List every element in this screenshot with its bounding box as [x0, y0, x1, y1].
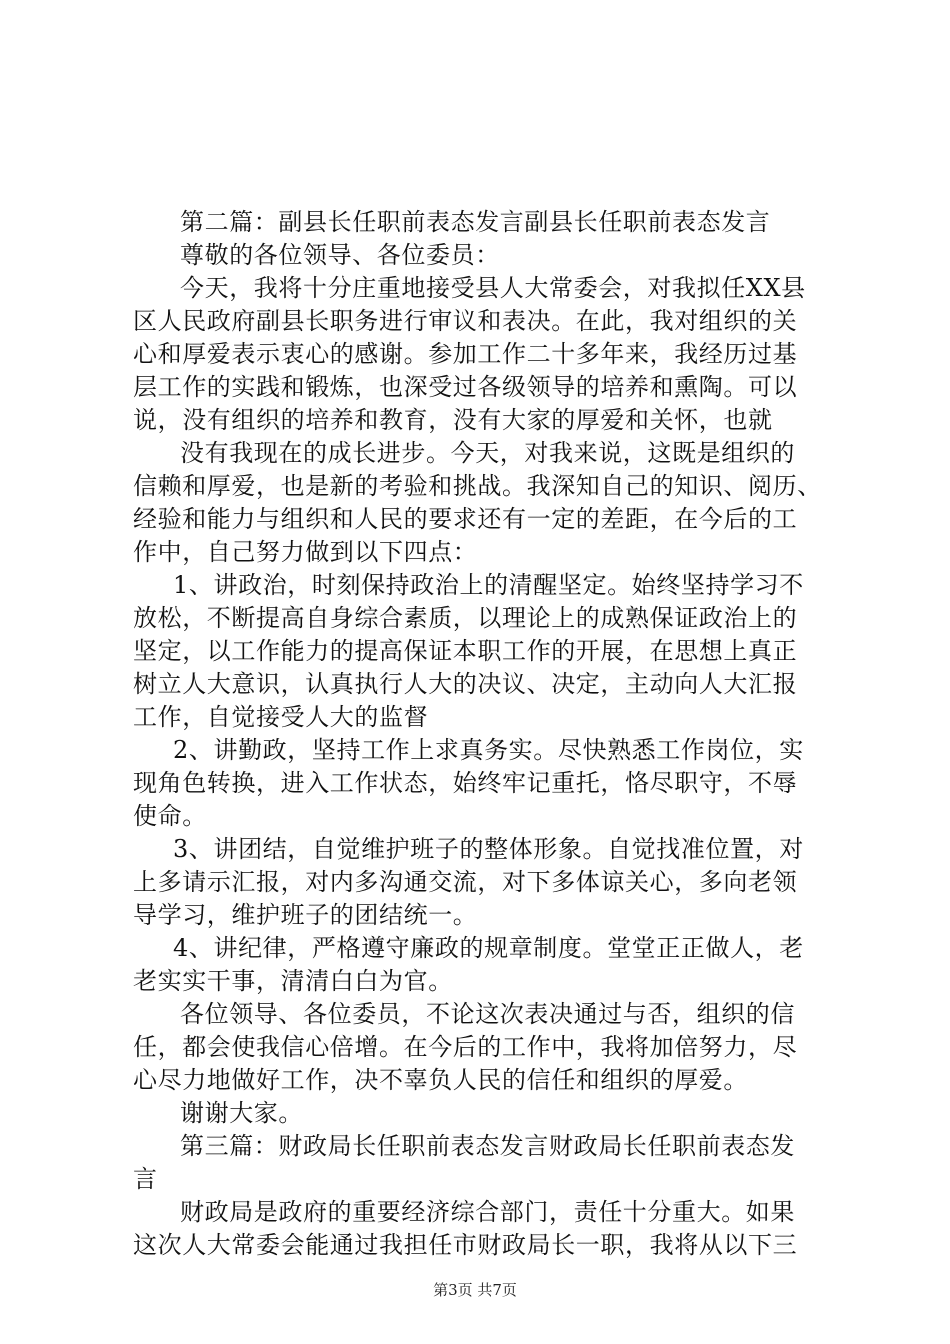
text-line: 谢谢大家。 [180, 1099, 303, 1127]
text-line: 工作，自觉接受人大的监督 [133, 703, 429, 731]
page-footer: 第3页 共7页 [433, 1281, 517, 1299]
document-body [133, 206, 833, 1262]
text-line: 树立人大意识，认真执行人大的决议、决定，主动向人大汇报 [133, 670, 798, 698]
text-line: 财政局是政府的重要经济综合部门，责任十分重大。如果 [180, 1198, 795, 1226]
text-line: 区人民政府副县长职务进行审议和表决。在此，我对组织的关 [133, 307, 798, 335]
text-line: 老实实干事，清清白白为官。 [133, 967, 453, 995]
text-line: 经验和能力与组织和人民的要求还有一定的差距，在今后的工 [133, 505, 798, 533]
text-line: 坚定，以工作能力的提高保证本职工作的开展，在思想上真正 [133, 637, 798, 665]
text-line: 2、讲勤政，坚持工作上求真务实。尽快熟悉工作岗位，实 [173, 736, 804, 764]
text-line: 没有我现在的成长进步。今天，对我来说，这既是组织的 [180, 439, 795, 467]
text-line: 4、讲纪律，严格遵守廉政的规章制度。堂堂正正做人，老 [173, 934, 804, 962]
text-line: 1、讲政治，时刻保持政治上的清醒坚定。始终坚持学习不 [173, 571, 804, 599]
text-line: 心尽力地做好工作，决不辜负人民的信任和组织的厚爱。 [133, 1066, 748, 1094]
text-line: 第二篇：副县长任职前表态发言副县长任职前表态发言 [180, 208, 771, 236]
text-line: 说，没有组织的培养和教育，没有大家的厚爱和关怀，也就 [133, 406, 773, 434]
text-line: 上多请示汇报，对内多沟通交流，对下多体谅关心，多向老领 [133, 868, 798, 896]
text-line: 作中，自己努力做到以下四点： [133, 538, 478, 566]
text-line: 放松，不断提高自身综合素质，以理论上的成熟保证政治上的 [133, 604, 798, 632]
text-line: 心和厚爱表示衷心的感谢。参加工作二十多年来，我经历过基 [133, 340, 798, 368]
text-line: 使命。 [133, 802, 207, 830]
text-line: 今天，我将十分庄重地接受县人大常委会，对我拟任XX县 [180, 274, 806, 302]
text-line: 这次人大常委会能通过我担任市财政局长一职，我将从以下三 [133, 1231, 798, 1259]
text-line: 现角色转换，进入工作状态，始终牢记重托，恪尽职守，不辱 [133, 769, 798, 797]
text-line: 言 [133, 1165, 158, 1193]
text-line: 层工作的实践和锻炼，也深受过各级领导的培养和熏陶。可以 [133, 373, 798, 401]
text-line: 导学习，维护班子的团结统一。 [133, 901, 478, 929]
text-line: 第三篇：财政局长任职前表态发言财政局长任职前表态发 [180, 1132, 795, 1160]
text-line: 信赖和厚爱，也是新的考验和挑战。我深知自己的知识、阅历、 [133, 472, 822, 500]
text-line: 3、讲团结，自觉维护班子的整体形象。自觉找准位置，对 [173, 835, 804, 863]
text-line: 任，都会使我信心倍增。在今后的工作中，我将加倍努力，尽 [133, 1033, 798, 1061]
text-line: 各位领导、各位委员，不论这次表决通过与否，组织的信 [180, 1000, 795, 1028]
text-line: 尊敬的各位领导、各位委员： [180, 241, 500, 269]
